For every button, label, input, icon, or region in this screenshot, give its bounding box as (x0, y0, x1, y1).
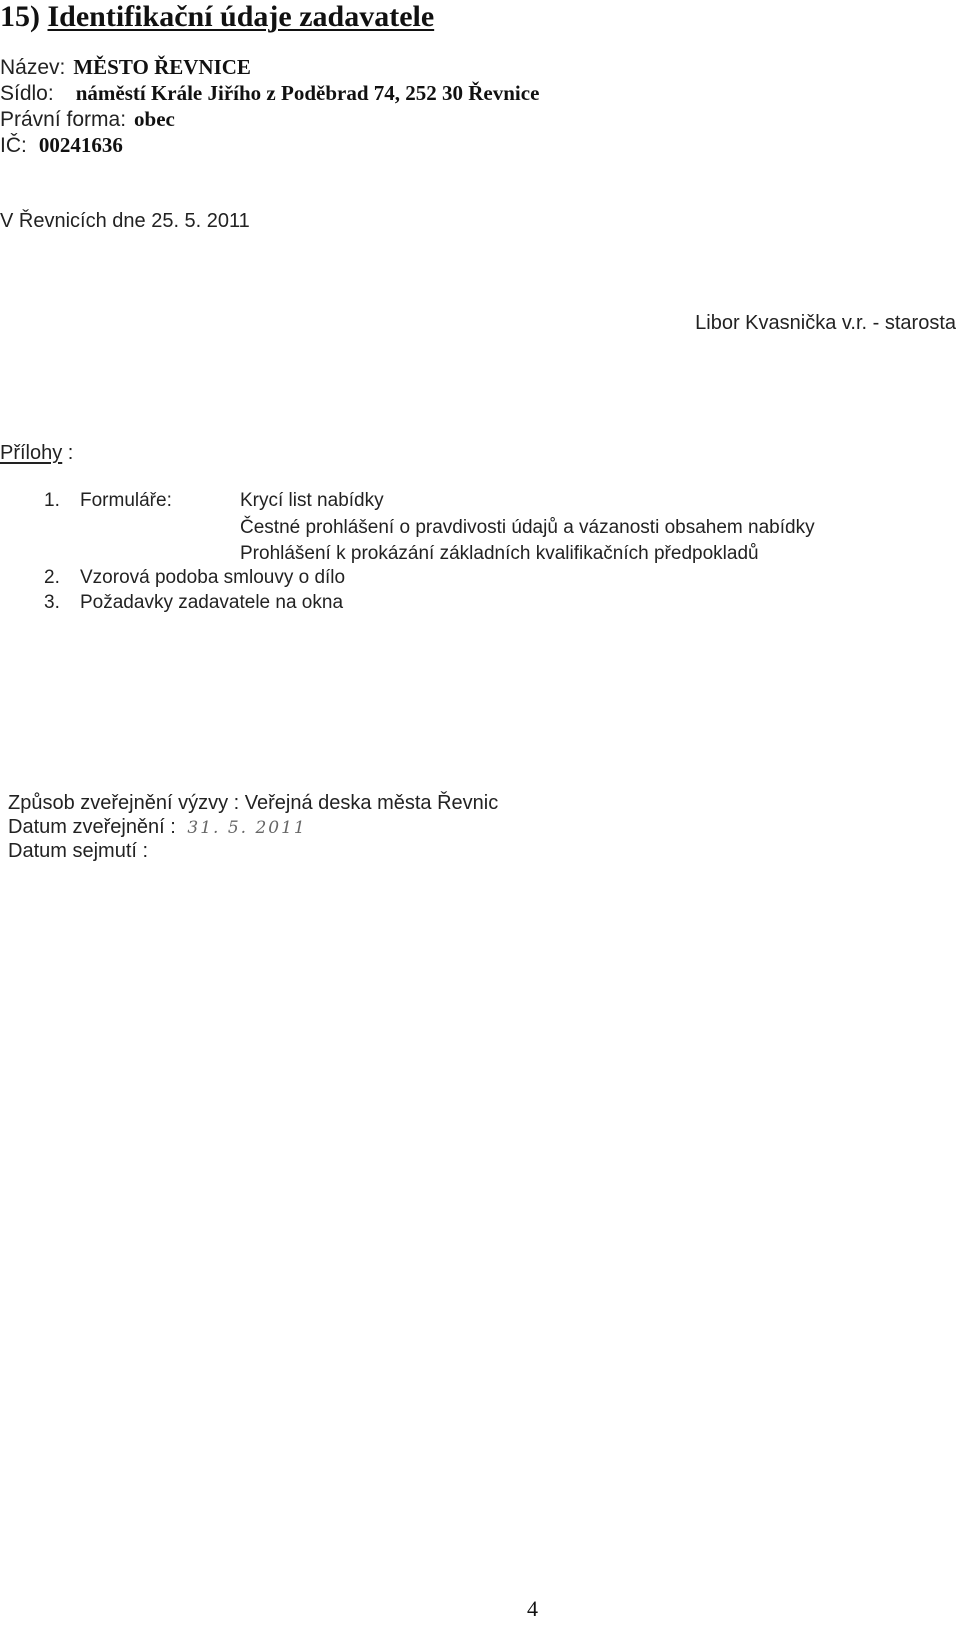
attachment-number-1: 1. (44, 490, 60, 511)
page-number: 4 (527, 1596, 538, 1621)
attachment-form-line: Čestné prohlášení o pravdivosti údajů a vázanosti obsahem nabídky (240, 517, 815, 538)
attachments-title: Přílohy (0, 442, 63, 464)
publication-method-row (8, 791, 498, 815)
attachment-label-1: Formuláře: (80, 490, 172, 511)
publication-date-handwritten: 31. 5. 2011 (187, 818, 307, 838)
removal-date-label: Datum sejmutí : (8, 840, 149, 862)
seat-value: náměstí Krále Jiřího z Poděbrad 74, 252 30 Řevnice (75, 81, 540, 105)
id-value: 00241636 (38, 133, 123, 157)
attachment-form-line: Krycí list nabídky (240, 490, 384, 511)
removal-date-row (8, 839, 148, 863)
attachments-title-suffix: : (62, 442, 74, 464)
attachment-number-3: 3. (44, 592, 60, 613)
attachments-heading (0, 441, 73, 465)
id-label: IČ: (0, 134, 27, 157)
attachment-number-2: 2. (44, 567, 60, 588)
attachment-form-line: Prohlášení k prokázání základních kvalifikačních předpokladů (240, 543, 759, 564)
section-heading (0, 0, 434, 34)
signatory: Libor Kvasnička v.r. - starosta (695, 312, 956, 334)
legal-form-row (0, 106, 175, 133)
legal-form-label: Právní forma: (0, 108, 127, 131)
section-number: 15) (0, 0, 40, 33)
seat-label: Sídlo: (0, 82, 54, 105)
place-date: V Řevnicích dne 25. 5. 2011 (0, 210, 250, 232)
name-label: Název: (0, 56, 66, 79)
name-row (0, 54, 251, 81)
legal-form-value: obec (134, 107, 175, 131)
id-row (0, 132, 123, 159)
name-value: MĚSTO ŘEVNICE (73, 55, 251, 79)
seat-row (0, 80, 539, 107)
publication-date-label: Datum zveřejnění : (8, 816, 176, 838)
attachment-label-2: Vzorová podoba smlouvy o dílo (80, 567, 346, 588)
attachment-label-3: Požadavky zadavatele na okna (80, 592, 344, 613)
publication-date-row (8, 815, 307, 840)
section-title: Identifikační údaje zadavatele (47, 0, 435, 33)
publication-method-value: Veřejná deska města Řevnic (244, 792, 499, 814)
publication-method-label: Způsob zveřejnění výzvy : (8, 792, 240, 814)
